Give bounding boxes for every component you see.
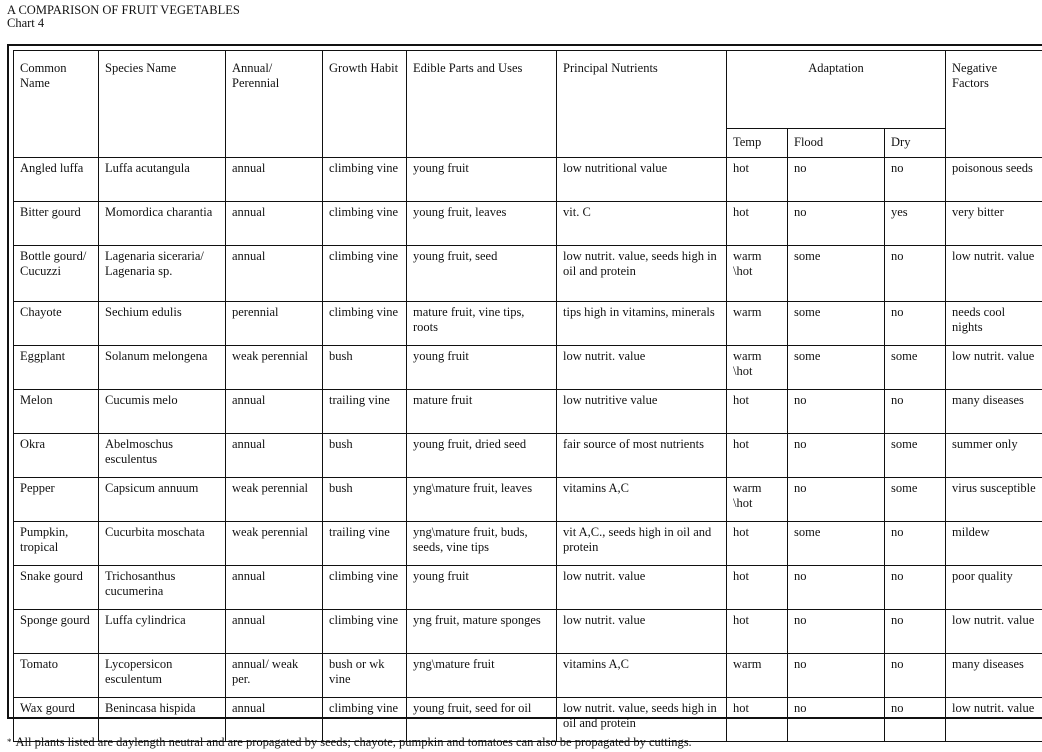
cell-growth: climbing vine — [323, 610, 407, 654]
cell-edible: yng\mature fruit, leaves — [407, 478, 557, 522]
table-row — [14, 478, 1042, 522]
cell-common: Pepper — [14, 478, 99, 522]
chart-number: Chart 4 — [7, 16, 45, 30]
cell-annual: annual — [226, 566, 323, 610]
cell-negative: summer only — [946, 434, 1042, 478]
cell-common: Chayote — [14, 302, 99, 346]
cell-dry: no — [885, 698, 946, 742]
cell-negative: poisonous seeds — [946, 158, 1042, 202]
cell-dry: some — [885, 346, 946, 390]
cell-annual: perennial — [226, 302, 323, 346]
cell-common: Wax gourd — [14, 698, 99, 742]
cell-flood: no — [788, 434, 885, 478]
cell-flood: some — [788, 346, 885, 390]
cell-dry: no — [885, 566, 946, 610]
cell-dry: no — [885, 302, 946, 346]
cell-species: Abelmoschus esculentus — [99, 434, 226, 478]
header-negative-factors: Negative Factors — [946, 51, 1042, 158]
cell-flood: no — [788, 158, 885, 202]
cell-dry: some — [885, 434, 946, 478]
cell-species: Cucurbita moschata — [99, 522, 226, 566]
header-common-name: Common Name — [14, 51, 99, 158]
cell-nutrients: low nutrit. value, seeds high in oil and protein — [557, 246, 727, 302]
cell-flood: no — [788, 478, 885, 522]
cell-temp: warm — [727, 654, 788, 698]
table-row — [14, 610, 1042, 654]
cell-nutrients: low nutritional value — [557, 158, 727, 202]
cell-common: Eggplant — [14, 346, 99, 390]
cell-annual: annual/ weak per. — [226, 654, 323, 698]
cell-species: Trichosanthus cucumerina — [99, 566, 226, 610]
cell-growth: climbing vine — [323, 302, 407, 346]
table-row — [14, 522, 1042, 566]
cell-growth: bush — [323, 346, 407, 390]
cell-temp: warm \hot — [727, 246, 788, 302]
cell-flood: no — [788, 566, 885, 610]
cell-temp: hot — [727, 390, 788, 434]
cell-species: Sechium edulis — [99, 302, 226, 346]
cell-common: Okra — [14, 434, 99, 478]
cell-nutrients: low nutrit. value, seeds high in oil and protein — [557, 698, 727, 742]
cell-growth: bush — [323, 478, 407, 522]
header-principal-nutrients: Principal Nutrients — [557, 51, 727, 158]
cell-edible: yng\mature fruit, buds, seeds, vine tips — [407, 522, 557, 566]
cell-temp: warm — [727, 302, 788, 346]
cell-growth: climbing vine — [323, 202, 407, 246]
cell-annual: annual — [226, 434, 323, 478]
cell-annual: annual — [226, 202, 323, 246]
cell-common: Angled luffa — [14, 158, 99, 202]
table-row — [14, 390, 1042, 434]
cell-species: Luffa acutangula — [99, 158, 226, 202]
cell-temp: hot — [727, 202, 788, 246]
cell-common: Sponge gourd — [14, 610, 99, 654]
cell-species: Solanum melongena — [99, 346, 226, 390]
table-row — [14, 158, 1042, 202]
header-flood: Flood — [788, 129, 885, 158]
header-dry: Dry — [885, 129, 946, 158]
cell-edible: yng\mature fruit — [407, 654, 557, 698]
cell-temp: warm \hot — [727, 346, 788, 390]
cell-nutrients: vit A,C., seeds high in oil and protein — [557, 522, 727, 566]
cell-flood: some — [788, 302, 885, 346]
cell-negative: poor quality — [946, 566, 1042, 610]
cell-temp: hot — [727, 522, 788, 566]
cell-negative: low nutrit. value — [946, 346, 1042, 390]
cell-growth: bush — [323, 434, 407, 478]
cell-species: Capsicum annuum — [99, 478, 226, 522]
table-row — [14, 302, 1042, 346]
cell-growth: trailing vine — [323, 522, 407, 566]
cell-dry: some — [885, 478, 946, 522]
cell-species: Luffa cylindrica — [99, 610, 226, 654]
cell-edible: young fruit — [407, 346, 557, 390]
cell-species: Lagenaria siceraria/ Lagenaria sp. — [99, 246, 226, 302]
cell-annual: weak perennial — [226, 346, 323, 390]
cell-nutrients: vitamins A,C — [557, 654, 727, 698]
cell-negative: many diseases — [946, 390, 1042, 434]
cell-flood: no — [788, 698, 885, 742]
cell-dry: no — [885, 246, 946, 302]
cell-edible: mature fruit, vine tips, roots — [407, 302, 557, 346]
header-temp: Temp — [727, 129, 788, 158]
header-species-name: Species Name — [99, 51, 226, 158]
cell-negative: low nutrit. value — [946, 246, 1042, 302]
cell-dry: no — [885, 158, 946, 202]
cell-negative: low nutrit. value — [946, 698, 1042, 742]
page-title: A COMPARISON OF FRUIT VEGETABLES — [7, 3, 240, 17]
cell-temp: warm \hot — [727, 478, 788, 522]
cell-negative: many diseases — [946, 654, 1042, 698]
cell-common: Pumpkin, tropical — [14, 522, 99, 566]
table-row — [14, 346, 1042, 390]
cell-flood: no — [788, 390, 885, 434]
cell-temp: hot — [727, 158, 788, 202]
table-row — [14, 654, 1042, 698]
header-annual-perennial: Annual/ Perennial — [226, 51, 323, 158]
cell-negative: virus susceptible — [946, 478, 1042, 522]
cell-edible: mature fruit — [407, 390, 557, 434]
cell-negative: needs cool nights — [946, 302, 1042, 346]
cell-growth: climbing vine — [323, 698, 407, 742]
cell-annual: weak perennial — [226, 522, 323, 566]
cell-annual: annual — [226, 158, 323, 202]
table-row — [14, 566, 1042, 610]
cell-common: Tomato — [14, 654, 99, 698]
cell-nutrients: vit. C — [557, 202, 727, 246]
cell-common: Snake gourd — [14, 566, 99, 610]
cell-dry: no — [885, 522, 946, 566]
cell-edible: young fruit, leaves — [407, 202, 557, 246]
cell-common: Melon — [14, 390, 99, 434]
cell-dry: no — [885, 654, 946, 698]
cell-negative: very bitter — [946, 202, 1042, 246]
cell-flood: some — [788, 522, 885, 566]
cell-flood: some — [788, 246, 885, 302]
cell-edible: young fruit — [407, 158, 557, 202]
cell-nutrients: vitamins A,C — [557, 478, 727, 522]
cell-common: Bottle gourd/ Cucuzzi — [14, 246, 99, 302]
cell-annual: annual — [226, 610, 323, 654]
cell-species: Benincasa hispida — [99, 698, 226, 742]
cell-growth: bush or wk vine — [323, 654, 407, 698]
cell-growth: climbing vine — [323, 246, 407, 302]
footnote-marker: * — [7, 737, 12, 747]
cell-flood: no — [788, 654, 885, 698]
cell-negative: low nutrit. value — [946, 610, 1042, 654]
cell-temp: hot — [727, 698, 788, 742]
cell-species: Lycopersicon esculentum — [99, 654, 226, 698]
header-growth-habit: Growth Habit — [323, 51, 407, 158]
cell-species: Momordica charantia — [99, 202, 226, 246]
cell-nutrients: low nutrit. value — [557, 346, 727, 390]
cell-dry: yes — [885, 202, 946, 246]
table-row — [14, 434, 1042, 478]
cell-dry: no — [885, 610, 946, 654]
header-edible-parts: Edible Parts and Uses — [407, 51, 557, 158]
cell-annual: annual — [226, 246, 323, 302]
cell-flood: no — [788, 202, 885, 246]
cell-annual: annual — [226, 390, 323, 434]
footnote-text: All plants listed are daylength neutral and are propagated by seeds; chayote, pumpkin and tomatoes can also be propagated by cuttings. — [15, 735, 692, 749]
cell-nutrients: tips high in vitamins, minerals — [557, 302, 727, 346]
cell-edible: yng fruit, mature sponges — [407, 610, 557, 654]
cell-nutrients: low nutrit. value — [557, 610, 727, 654]
cell-growth: trailing vine — [323, 390, 407, 434]
cell-annual: annual — [226, 698, 323, 742]
cell-dry: no — [885, 390, 946, 434]
cell-negative: mildew — [946, 522, 1042, 566]
cell-edible: young fruit, seed — [407, 246, 557, 302]
cell-growth: climbing vine — [323, 158, 407, 202]
cell-temp: hot — [727, 434, 788, 478]
header-adaptation: Adaptation — [727, 51, 946, 129]
cell-temp: hot — [727, 610, 788, 654]
fruit-vegetable-table — [13, 50, 1042, 742]
cell-edible: young fruit — [407, 566, 557, 610]
table-row — [14, 202, 1042, 246]
cell-nutrients: fair source of most nutrients — [557, 434, 727, 478]
cell-nutrients: low nutritive value — [557, 390, 727, 434]
cell-flood: no — [788, 610, 885, 654]
cell-species: Cucumis melo — [99, 390, 226, 434]
cell-temp: hot — [727, 566, 788, 610]
table-body — [14, 158, 1042, 742]
cell-edible: young fruit, seed for oil — [407, 698, 557, 742]
footnote — [7, 735, 692, 749]
cell-edible: young fruit, dried seed — [407, 434, 557, 478]
cell-annual: weak perennial — [226, 478, 323, 522]
cell-nutrients: low nutrit. value — [557, 566, 727, 610]
cell-common: Bitter gourd — [14, 202, 99, 246]
cell-growth: climbing vine — [323, 566, 407, 610]
table-row — [14, 246, 1042, 302]
